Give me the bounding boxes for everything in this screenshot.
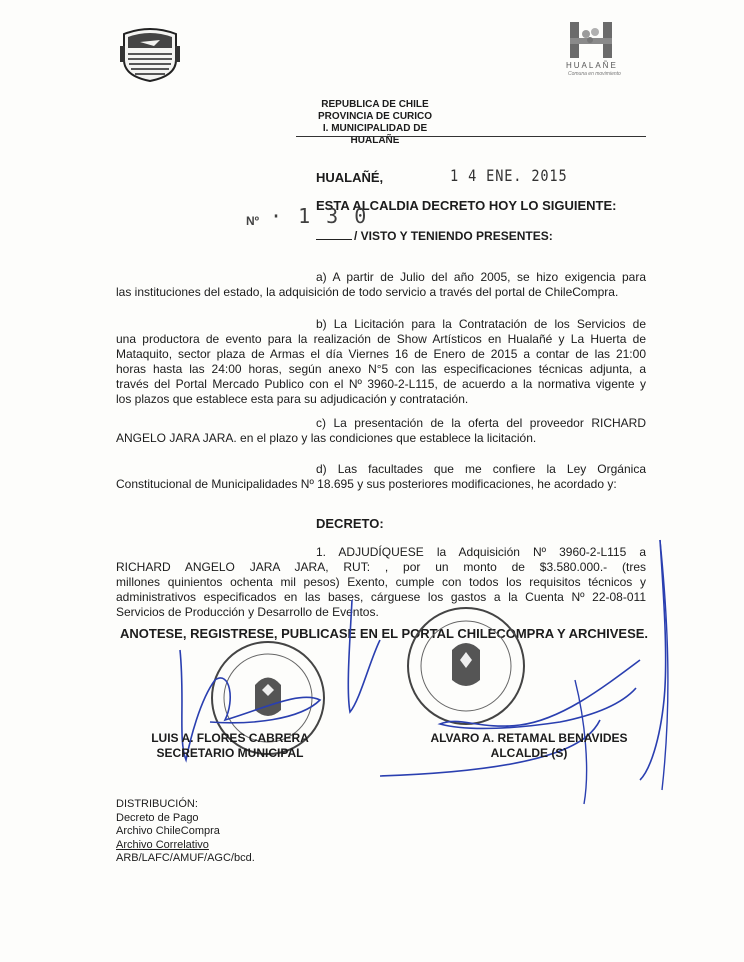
distribution-heading: DISTRIBUCIÓN:: [116, 798, 198, 810]
place-name: HUALAÑÉ,: [316, 170, 384, 185]
consideration-line: una productora de evento para la realización de Show Artísticos en Hualañé y La Huerta de: [116, 332, 646, 346]
resolution-line: RICHARD ANGELO JARA JARA, RUT: , por un monto de $3.580.000.- (tres: [116, 560, 646, 574]
consideration-d: [116, 462, 646, 492]
closing-statement: ANOTESE, REGISTRESE, PUBLICASE EN EL PORTAL CHILECOMPRA Y ARCHIVESE.: [120, 626, 649, 641]
distribution-item: Archivo Correlativo: [116, 838, 209, 851]
consideration-line: c) La presentación de la oferta del proveedor RICHARD: [316, 416, 646, 430]
distribution-item: Decreto de Pago: [116, 811, 199, 824]
logo-name: HUALAÑE: [566, 61, 618, 70]
resolution-line: Servicios de Producción y Desarrollo de Eventos.: [116, 605, 379, 619]
distribution-list: [116, 798, 255, 866]
consideration-line: b) La Licitación para la Contratación de los Servicios de: [316, 317, 646, 331]
visto-heading: [316, 228, 553, 243]
consideration-b: [116, 317, 646, 407]
signatory-secretary: [140, 731, 320, 761]
resolution-line: 1. ADJUDÍQUESE la Adquisición Nº 3960-2-L115 a: [316, 545, 646, 559]
header-line-3: I. MUNICIPALIDAD DE HUALAÑE: [322, 123, 428, 146]
signature-right-vertical-icon: [660, 540, 668, 790]
signatory-title: ALCALDE (S): [490, 746, 568, 760]
logo-tagline: Comuna en movimiento: [568, 71, 621, 77]
resolution-line: millones quinientos ochenta mil pesos) Exento, cumple con todos los requisitos técnicos y: [116, 575, 646, 589]
visto-text: / VISTO Y TENIENDO PRESENTES:: [354, 229, 553, 243]
consideration-a: [116, 270, 646, 300]
distribution-item: Archivo ChileCompra: [116, 825, 220, 837]
consideration-line: a) A partir de Julio del año 2005, se hizo exigencia para: [316, 270, 646, 284]
municipal-crest-icon: [120, 26, 180, 82]
header-line-2: PROVINCIA DE CURICO: [317, 111, 433, 122]
resolution-paragraph: [116, 545, 646, 620]
consideration-line: d) Las facultades que me confiere la Ley Orgánica: [316, 462, 646, 476]
decree-number-stamp: · 1 3 0: [270, 204, 369, 228]
distribution-initials: ARB/LAFC/AMUF/AGC/bcd.: [116, 852, 255, 864]
consideration-c: [116, 416, 646, 446]
signatory-name: LUIS A. FLORES CABRERA: [151, 731, 309, 745]
consideration-line: los plazos que establece esta para su adjudicación y contratación.: [116, 392, 469, 406]
decreto-heading: DECRETO:: [316, 516, 384, 531]
header-rule: [296, 136, 646, 137]
date-stamp: 1 4 ENE. 2015: [450, 166, 568, 185]
consideration-line: través del Portal Mercado Publico con el Nº 3960-2-L115, de acuerdo a la normativa vigente y: [116, 377, 646, 391]
visto-blank-line: [316, 228, 352, 240]
decree-number-prefix: Nº: [246, 214, 260, 228]
decree-statement: ESTA ALCALDIA DECRETO HOY LO SIGUIENTE:: [316, 198, 617, 213]
consideration-line: ANGELO JARA JARA. en el plazo y las condiciones que establece la licitación.: [116, 431, 537, 445]
header-line-1: REPUBLICA DE CHILE: [321, 99, 429, 110]
signatory-mayor: [416, 731, 642, 761]
consideration-line: horas hasta las 24:00 horas, según anexo N°5 con las especificaciones técnicas adjunta, a: [116, 362, 646, 376]
consideration-line: Constitucional de Municipalidades Nº 18.695 y sus posteriores modificaciones, he acordado y:: [116, 477, 617, 491]
resolution-line: administrativos especificados en las bases, cárguese los gastos a la Cuenta Nº 22-08-011: [116, 590, 646, 604]
signatory-name: ALVARO A. RETAMAL BENAVIDES: [430, 731, 628, 745]
hualane-logo-icon: [568, 20, 614, 60]
consideration-line: las instituciones del estado, la adquisición de todo servicio a través del portal de ChileCompra.: [116, 285, 619, 299]
consideration-line: Mataquito, sector plaza de Armas el día Viernes 16 de Enero de 2015 a contar de las 21:00: [116, 347, 646, 361]
signatory-title: SECRETARIO MUNICIPAL: [156, 746, 304, 760]
